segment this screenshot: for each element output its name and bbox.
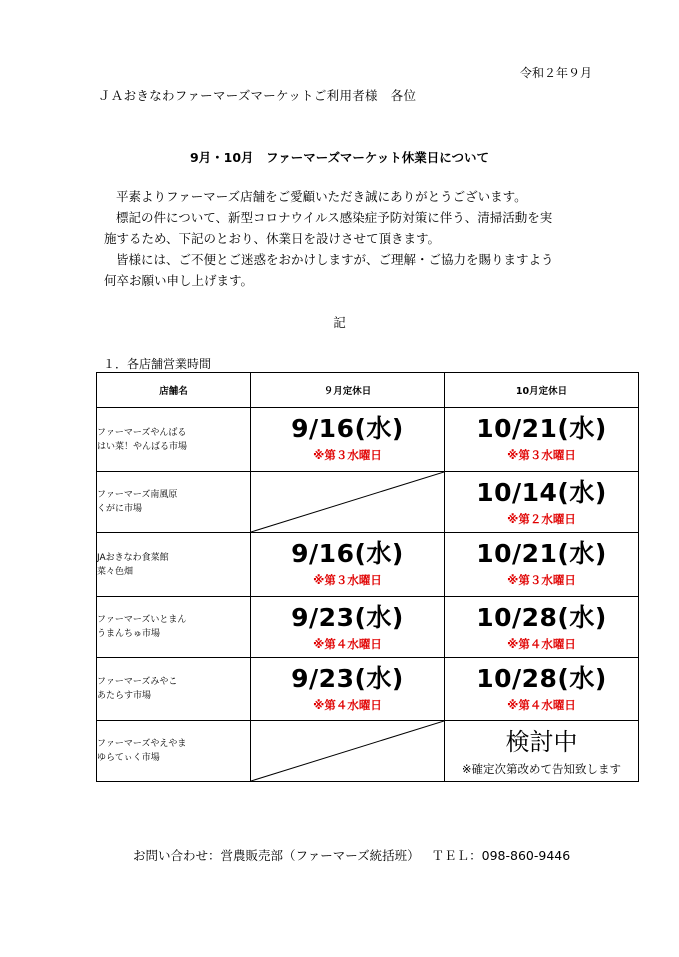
store-name-line2: ゆらてぃく市場 [97,753,160,763]
september-note: ※第４水曜日 [313,698,382,712]
table-row [97,721,639,782]
october-date: 10/21(水) [476,539,607,568]
october-date: 10/21(水) [476,414,607,443]
table-row [97,533,639,597]
september-cell-empty [251,472,445,533]
october-note: ※第４水曜日 [507,637,576,651]
store-name-line2: あたらす市場 [97,691,152,701]
october-note: ※第３水曜日 [507,448,576,462]
store-name [97,658,251,721]
table-row [97,472,639,533]
diagonal-slash [251,472,444,532]
october-date: 10/28(水) [476,603,607,632]
contact-text: お問い合わせ：営農販売部（ファーマーズ統括班） [133,848,420,863]
body-line-4: 皆様には、ご不便とご迷惑をおかけしますが、ご理解・ご協力を賜りますよう [116,252,554,267]
store-name-line2: はい菜！やんばる市場 [97,441,188,452]
october-note: ※第４水曜日 [507,698,576,712]
september-cell [251,658,445,721]
october-cell [445,472,639,533]
september-date: 9/16(水) [291,414,404,443]
october-cell [445,721,639,782]
september-cell-empty [251,721,445,782]
store-name-line1: ファーマーズやんばる [97,427,187,438]
october-cell [445,658,639,721]
contact-tel: ＴＥＬ：098-860-9446 [431,848,571,863]
header-october: 10月定休日 [445,373,639,408]
header-store: 店舗名 [97,373,251,408]
document-date: 令和２年９月 [520,66,593,80]
store-name-line2: くがに市場 [97,504,143,514]
ki-marker: 記 [333,315,346,330]
diagonal-slash [251,721,444,781]
table-row [97,658,639,721]
september-date: 9/23(水) [291,603,404,632]
september-date: 9/16(水) [291,539,404,568]
september-cell [251,408,445,472]
october-cell [445,597,639,658]
store-name-line2: うまんちゅ市場 [97,629,161,639]
body-line-3: 施するため、下記のとおり、休業日を設けさせて頂きます。 [104,231,441,246]
store-name [97,472,251,533]
october-date: 10/28(水) [476,664,607,693]
october-date: 10/14(水) [476,478,607,507]
table-row [97,597,639,658]
october-pending-note: ※確定次第改めて告知致します [461,762,622,776]
september-cell [251,533,445,597]
october-note: ※第２水曜日 [507,512,576,526]
september-note: ※第３水曜日 [313,448,382,462]
header-september: ９月定休日 [251,373,445,408]
store-name [97,408,251,472]
september-note: ※第３水曜日 [313,573,382,587]
october-cell [445,408,639,472]
store-name-line1: ファーマーズやえやま [97,739,187,749]
body-line-1: 平素よりファーマーズ店舗をご愛顧いただき誠にありがとうございます。 [116,189,527,204]
october-note: ※第３水曜日 [507,573,576,587]
store-name-line1: ファーマーズいとまん [97,615,187,625]
recipient-line: ＪＡおきなわファーマーズマーケットご利用者様 各位 [98,88,417,103]
store-name [97,533,251,597]
september-date: 9/23(水) [291,664,404,693]
table-row [97,408,639,472]
body-line-5: 何卒お願い申し上げます。 [104,273,254,288]
section-title: １．各店舗営業時間 [103,357,212,371]
document-title: 9月・10月 ファーマーズマーケット休業日について [189,150,490,165]
september-cell [251,597,445,658]
store-name-line1: JAおきなわ食菜館 [97,552,169,563]
october-pending: 検討中 [505,728,578,756]
store-name [97,597,251,658]
table-header-row [97,373,639,408]
body-paragraph [104,186,614,291]
body-line-2: 標記の件について、新型コロナウイルス感染症予防対策に伴う、清掃活動を実 [116,210,553,225]
september-note: ※第４水曜日 [313,637,382,651]
store-name-line1: ファーマーズみやこ [97,677,178,687]
october-cell [445,533,639,597]
store-name-line2: 菜々色畑 [97,566,134,577]
store-name-line1: ファーマーズ南風原 [97,490,178,500]
holiday-table [96,372,639,782]
contact-footer [133,846,578,864]
store-name [97,721,251,782]
